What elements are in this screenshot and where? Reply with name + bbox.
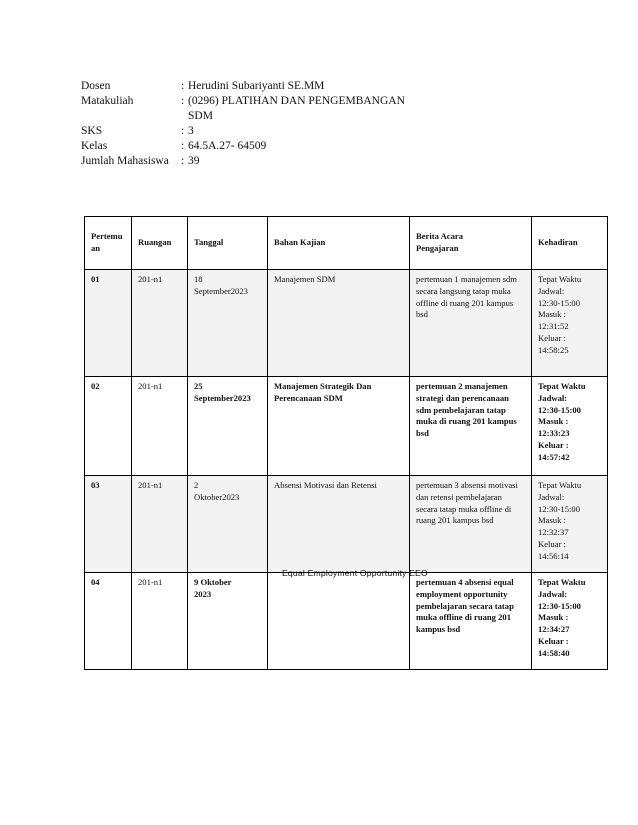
cell-kehadiran bbox=[532, 270, 608, 377]
dosen-row bbox=[81, 79, 501, 94]
colon: : bbox=[181, 95, 185, 107]
attendance-table bbox=[84, 216, 608, 670]
jadwal-label: Jadwal: bbox=[538, 285, 565, 296]
header-kehadiran: Kehadiran bbox=[532, 217, 608, 270]
cell-bahan-kajian bbox=[268, 573, 410, 670]
header-pertemuan-line1: Pertemu bbox=[91, 231, 123, 242]
cell-ruangan: 201-n1 bbox=[132, 270, 188, 377]
masuk-label: Masuk : bbox=[538, 612, 569, 623]
masuk-value: 12:32:37 bbox=[538, 527, 569, 538]
kelas-value: 64.5A.27- 64509 bbox=[188, 140, 267, 152]
cell-kehadiran bbox=[532, 573, 608, 670]
jumlah-mahasiswa-value: 39 bbox=[188, 155, 200, 167]
cell-kehadiran bbox=[532, 476, 608, 573]
table-row bbox=[85, 573, 608, 670]
tanggal-line1: 9 Oktober bbox=[194, 577, 232, 587]
cell-berita-acara: pertemuan 1 manajemen sdm secara langsung tatap muka offline di ruang 201 kampus bsd bbox=[410, 270, 532, 377]
jadwal-value: 12:30-15:00 bbox=[538, 404, 581, 415]
cell-berita-acara: pertemuan 3 absensi motivasi dan retensi pembelajaran secara tatap muka offline di ruang 201 kampus bsd bbox=[410, 476, 532, 573]
sks-value: 3 bbox=[188, 125, 194, 137]
matakuliah-value-line1: (0296) PLATIHAN DAN PENGEMBANGAN bbox=[188, 95, 405, 107]
colon: : bbox=[181, 125, 185, 137]
tanggal-line2: 2023 bbox=[194, 588, 212, 599]
jadwal-label: Jadwal: bbox=[538, 392, 568, 403]
cell-bahan-kajian: Manajemen Strategik Dan Perencanaan SDM bbox=[268, 377, 410, 476]
jadwal-label: Jadwal: bbox=[538, 491, 565, 502]
masuk-value: 12:31:52 bbox=[538, 321, 569, 332]
cell-bahan-kajian: Absensi Motivasi dan Retensi bbox=[268, 476, 410, 573]
status-text: Tepat Waktu bbox=[538, 577, 586, 587]
cell-tanggal bbox=[188, 476, 268, 573]
colon: : bbox=[181, 140, 185, 152]
header-bahan-kajian: Bahan Kajian bbox=[268, 217, 410, 270]
keluar-value: 14:58:40 bbox=[538, 647, 570, 658]
sks-label: SKS bbox=[81, 125, 103, 137]
matakuliah-value-line2: SDM bbox=[188, 110, 213, 122]
cell-pertemuan: 03 bbox=[85, 476, 132, 573]
status-text: Tepat Waktu bbox=[538, 274, 582, 284]
kelas-row bbox=[81, 139, 501, 154]
cell-bahan-kajian: Manajemen SDM bbox=[268, 270, 410, 377]
table-row bbox=[85, 377, 608, 476]
status-text: Tepat Waktu bbox=[538, 381, 586, 391]
tanggal-line2: Oktober2023 bbox=[194, 491, 240, 502]
colon: : bbox=[181, 155, 185, 167]
cell-ruangan: 201-n1 bbox=[132, 476, 188, 573]
tanggal-line1: 18 bbox=[194, 274, 203, 284]
cell-tanggal bbox=[188, 270, 268, 377]
dosen-value: Herudini Subariyanti SE.MM bbox=[188, 80, 325, 92]
keluar-value: 14:58:25 bbox=[538, 344, 569, 355]
header-pertemuan-line2: an bbox=[91, 243, 101, 253]
header-ruangan: Ruangan bbox=[132, 217, 188, 270]
eeo-overlay-text: Equal Employment Opportunity EEO bbox=[282, 568, 428, 578]
status-text: Tepat Waktu bbox=[538, 480, 582, 490]
matakuliah-row bbox=[81, 94, 501, 124]
matakuliah-label: Matakuliah bbox=[81, 95, 134, 107]
cell-tanggal bbox=[188, 573, 268, 670]
jumlah-mahasiswa-label: Jumlah Mahasiswa bbox=[81, 155, 169, 167]
masuk-value: 12:33:23 bbox=[538, 428, 570, 439]
keluar-label: Keluar : bbox=[538, 635, 569, 646]
keluar-value: 14:57:42 bbox=[538, 451, 570, 462]
cell-pertemuan: 04 bbox=[85, 573, 132, 670]
header-berita-acara bbox=[410, 217, 532, 270]
course-info-header bbox=[81, 79, 501, 169]
cell-kehadiran bbox=[532, 377, 608, 476]
jadwal-label: Jadwal: bbox=[538, 588, 568, 599]
kelas-label: Kelas bbox=[81, 140, 108, 152]
tanggal-line2: September2023 bbox=[194, 392, 251, 403]
header-tanggal: Tanggal bbox=[188, 217, 268, 270]
cell-tanggal bbox=[188, 377, 268, 476]
table-row bbox=[85, 476, 608, 573]
jadwal-value: 12:30-15:00 bbox=[538, 600, 581, 611]
matakuliah-value bbox=[188, 94, 501, 124]
masuk-value: 12:34:27 bbox=[538, 624, 570, 635]
tanggal-line1: 25 bbox=[194, 381, 203, 391]
dosen-label: Dosen bbox=[81, 80, 111, 92]
header-pertemuan bbox=[85, 217, 132, 270]
sks-row bbox=[81, 124, 501, 139]
jadwal-value: 12:30-15:00 bbox=[538, 503, 581, 514]
masuk-label: Masuk : bbox=[538, 309, 566, 320]
tanggal-line2: September2023 bbox=[194, 285, 248, 296]
jadwal-value: 12:30-15:00 bbox=[538, 297, 581, 308]
masuk-label: Masuk : bbox=[538, 416, 569, 427]
header-berita-line1: Berita Acara bbox=[416, 231, 464, 242]
header-berita-line2: Pengajaran bbox=[416, 243, 459, 253]
table-header-row bbox=[85, 217, 608, 270]
jumlah-mahasiswa-row bbox=[81, 154, 501, 169]
cell-berita-acara: pertemuan 2 manajemen strategi dan perencanaan sdm pembelajaran tatap muka di ruang 201 kampus bsd bbox=[410, 377, 532, 476]
cell-pertemuan: 01 bbox=[85, 270, 132, 377]
cell-ruangan: 201-n1 bbox=[132, 377, 188, 476]
cell-berita-acara: pertemuan 4 absensi equal employment opportunity pembelajaran secara tatap muka offline di ruang 201 kampus bsd bbox=[410, 573, 532, 670]
keluar-label: Keluar : bbox=[538, 439, 569, 450]
keluar-label: Keluar : bbox=[538, 332, 566, 343]
masuk-label: Masuk : bbox=[538, 515, 566, 526]
tanggal-line1: 2 bbox=[194, 480, 199, 490]
colon: : bbox=[181, 80, 185, 92]
table-row bbox=[85, 270, 608, 377]
cell-ruangan: 201-n1 bbox=[132, 573, 188, 670]
keluar-value: 14:56:14 bbox=[538, 550, 569, 561]
cell-pertemuan: 02 bbox=[85, 377, 132, 476]
keluar-label: Keluar : bbox=[538, 538, 566, 549]
